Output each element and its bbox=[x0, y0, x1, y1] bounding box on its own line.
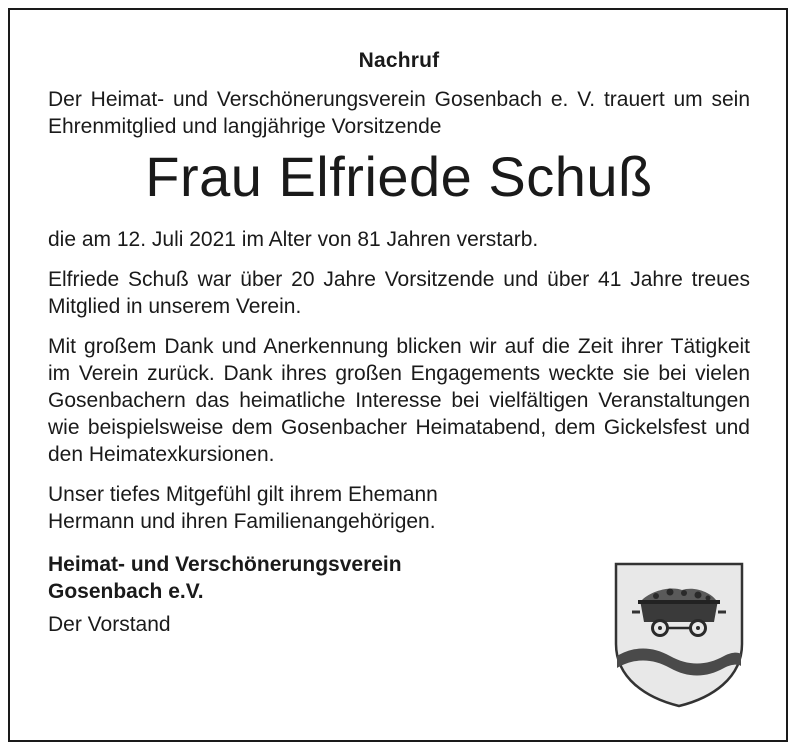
notice-heading: Nachruf bbox=[358, 49, 440, 72]
death-date-paragraph: die am 12. Juli 2021 im Alter von 81 Jahren verstarb. bbox=[48, 228, 539, 251]
signature-board: Der Vorstand bbox=[48, 613, 171, 636]
condolence-paragraph bbox=[48, 481, 750, 535]
obituary-notice bbox=[48, 48, 750, 638]
deceased-name: Frau Elfriede Schuß bbox=[145, 145, 653, 208]
signature-org-line-2: Gosenbach e.V. bbox=[48, 580, 204, 603]
signature-org-line-1: Heimat- und Verschönerungsverein bbox=[48, 553, 402, 576]
membership-paragraph: Elfriede Schuß war über 20 Jahre Vorsitzende und über 41 Jahre treues Mitglied in unserem Verein. bbox=[48, 268, 750, 318]
condolence-line-1: Unser tiefes Mitgefühl gilt ihrem Ehemann bbox=[48, 483, 438, 506]
coat-of-arms-icon bbox=[612, 560, 746, 708]
intro-text: Der Heimat- und Verschönerungsverein Gosenbach e. V. trauert um sein Ehrenmitglied und langjährige Vorsitzende bbox=[48, 88, 750, 138]
condolence-line-2: Hermann und ihren Familienangehörigen. bbox=[48, 510, 436, 533]
gratitude-paragraph: Mit großem Dank und Anerkennung blicken wir auf die Zeit ihrer Tätigkeit im Verein zurück. Dank ihres großen Engagements weckte sie bei vielen Gosenbachern das heimatliche Interesse bei vielfältigen Veranstaltungen wie beispielsweise dem Gosenbacher Heimatabend, dem Gickelsfest und den Heimatexkursionen. bbox=[48, 335, 750, 466]
